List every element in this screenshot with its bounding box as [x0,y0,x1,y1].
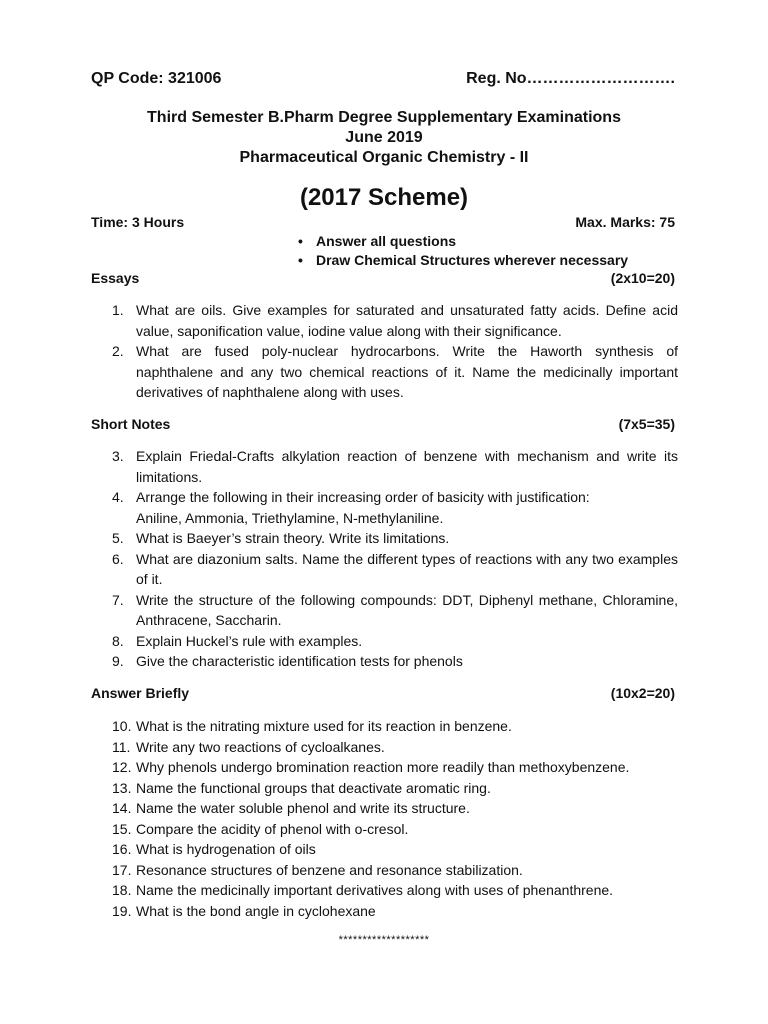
question-item [112,487,678,528]
question-item [112,446,678,487]
question-text: Name the medicinally important derivatives along with uses of phenanthrene. [136,882,614,898]
question-number: 18. [112,882,132,898]
exam-date: June 2019 [345,129,423,146]
question-number: 8. [112,632,124,649]
paper-header [91,70,675,88]
question-item [112,341,678,403]
question-text: Explain Friedal-Crafts alkylation reaction of benzene with mechanism and write its limitations. [136,448,678,485]
section-marks: (10x2=20) [610,685,675,701]
question-text: Write any two reactions of cycloalkanes. [136,738,385,755]
question-text: Name the functional groups that deactivate aromatic ring. [136,779,491,796]
question-number: 11. [112,738,131,755]
question-text: Arrange the following in their increasing order of basicity with justification: [136,489,590,505]
question-item [112,737,678,758]
question-text: Resonance structures of benzene and resonance stabilization. [136,861,523,878]
question-number: 17. [112,861,132,878]
time-label: Time: 3 Hours [91,214,185,230]
section-header-answer-briefly [91,685,675,701]
question-number: 16. [112,841,132,857]
question-item [112,839,678,860]
question-number: 1. [112,302,124,318]
question-item [112,819,678,840]
section-header-short-notes [91,416,675,432]
short-note-questions [112,446,678,672]
question-text: Give the characteristic identification tests for phenols [136,653,463,669]
question-number: 9. [112,653,124,669]
exam-title: Third Semester B.Pharm Degree Supplementary Examinations [147,109,621,126]
question-item [112,798,678,819]
question-item [112,778,678,799]
section-marks: (2x10=20) [610,270,675,286]
question-number: 14. [112,800,132,816]
question-text: What is the bond angle in cyclohexane [136,902,376,919]
question-text: Compare the acidity of phenol with o-cresol. [136,820,409,837]
max-marks-label: Max. Marks: 75 [575,214,675,230]
question-text: What is hydrogenation of oils [136,841,316,857]
question-item [112,901,678,922]
question-item [112,300,678,341]
question-number: 2. [112,343,124,359]
section-title: Short Notes [91,416,171,432]
question-number: 19. [112,902,132,919]
question-number: 12. [112,759,132,775]
brief-questions [112,716,678,921]
question-number: 3. [112,448,124,464]
exam-meta [91,214,675,230]
question-text: What is the nitrating mixture used for its reaction in benzene. [136,718,512,734]
question-text-continued: Aniline, Ammonia, Triethylamine, N-methylaniline. [136,509,444,526]
question-text: Why phenols undergo bromination reaction more readily than methoxybenzene. [136,759,630,775]
question-item [112,716,678,737]
question-text: What is Baeyer’s strain theory. Write its limitations. [136,530,450,546]
question-item [112,757,678,778]
subject-title: Pharmaceutical Organic Chemistry - II [239,149,529,166]
question-text: Write the structure of the following compounds: DDT, Diphenyl methane, Chloramine, Anthracene, Saccharin. [136,591,678,628]
question-number: 13. [112,779,132,796]
question-item [112,651,678,672]
question-number: 6. [112,550,124,567]
question-number: 4. [112,489,124,505]
question-number: 15. [112,820,132,837]
end-of-paper-marker: ******************* [338,934,430,946]
question-text: Name the water soluble phenol and write its structure. [136,800,470,816]
question-text: Explain Huckel’s rule with examples. [136,632,363,649]
question-number: 5. [112,530,124,546]
essay-questions [112,300,678,403]
question-number: 10. [112,718,132,734]
question-text: What are oils. Give examples for saturated and unsaturated fatty acids. Define acid value, saponification value, iodine value along with their significance. [136,302,678,339]
question-item [112,880,678,901]
question-text: What are fused poly-nuclear hydrocarbons. Write the Haworth synthesis of naphthalene and any two chemical reactions of it. Name the medicinally important derivatives of naphthalene along with uses. [136,343,678,400]
question-text: What are diazonium salts. Name the different types of reactions with any two examples of it. [136,550,678,587]
section-title: Answer Briefly [91,685,190,701]
reg-no: Reg. No………………………. [466,70,675,87]
instruction-item: • Draw Chemical Structures wherever necessary [298,251,628,270]
section-header-essays [91,270,675,286]
instruction-item: • Answer all questions [298,232,628,251]
question-item [112,590,678,631]
scheme-title: (2017 Scheme) [299,184,469,211]
question-item [112,549,678,590]
section-title: Essays [91,270,140,286]
question-item [112,860,678,881]
question-item [112,631,678,652]
qp-code: QP Code: 321006 [91,70,222,87]
question-item [112,528,678,549]
question-number: 7. [112,591,124,608]
section-marks: (7x5=35) [618,416,675,432]
instructions-list [298,232,628,270]
